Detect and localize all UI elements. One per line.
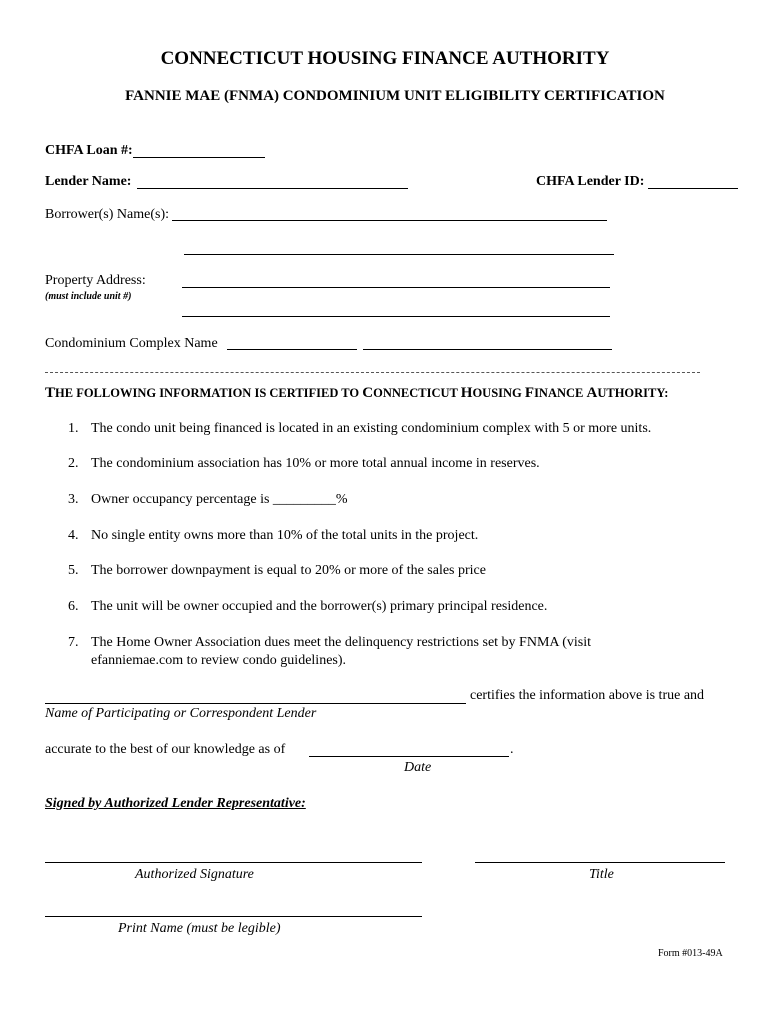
heading-cap-c: C (362, 385, 374, 401)
list-item-continued: efanniemae.com to review condo guidelines). (91, 653, 347, 668)
print-name-caption: Print Name (must be legible) (118, 921, 281, 936)
item-number: 1. (68, 421, 79, 436)
date-field[interactable] (309, 756, 509, 757)
accurate-text: accurate to the best of our knowledge as of (45, 742, 286, 757)
heading-cap-h: H (460, 385, 473, 401)
list-item: No single entity owns more than 10% of the total units in the project. (91, 528, 479, 543)
certification-heading (45, 385, 668, 402)
signature-heading: Signed by Authorized Lender Representative: (45, 796, 306, 811)
lender-name-signature-field[interactable] (45, 703, 466, 704)
signature-caption: Authorized Signature (135, 867, 254, 882)
property-address-field-2[interactable] (182, 316, 610, 317)
heading-part-4: INANCE (534, 386, 587, 400)
heading-part-1: HE FOLLOWING INFORMATION IS CERTIFIED TO (55, 386, 363, 400)
certifies-text: certifies the information above is true and (470, 688, 705, 703)
property-address-label: Property Address: (45, 273, 146, 288)
print-name-field[interactable] (45, 916, 422, 917)
item-number: 2. (68, 456, 79, 471)
lender-id-label: CHFA Lender ID: (536, 174, 645, 189)
list-item: The Home Owner Association dues meet the delinquency restrictions set by FNMA (visit (91, 635, 592, 650)
lender-caption: Name of Participating or Correspondent Lender (45, 706, 317, 721)
item-number: 4. (68, 528, 79, 543)
title-caption: Title (589, 867, 614, 882)
dashed-divider (45, 372, 700, 373)
heading-part-5: UTHORITY: (597, 386, 669, 400)
list-item: The condo unit being financed is located in an existing condominium complex with 5 or more units. (91, 421, 652, 436)
list-item: Owner occupancy percentage is _________% (91, 492, 348, 507)
complex-name-field-2[interactable] (363, 349, 612, 350)
period: . (510, 742, 514, 757)
item-number: 7. (68, 635, 79, 650)
item-number: 3. (68, 492, 79, 507)
complex-name-label: Condominium Complex Name (45, 336, 218, 351)
document-subtitle: FANNIE MAE (FNMA) CONDOMINIUM UNIT ELIGIBILITY CERTIFICATION (125, 88, 665, 104)
borrower-name-label: Borrower(s) Name(s): (45, 207, 170, 222)
item-number: 6. (68, 599, 79, 614)
property-address-note: (must include unit #) (45, 291, 132, 302)
heading-cap-a: A (586, 385, 598, 401)
borrower-name-field[interactable] (172, 220, 607, 221)
authorized-signature-field[interactable] (45, 862, 422, 863)
list-item: The unit will be owner occupied and the borrower(s) primary principal residence. (91, 599, 548, 614)
heading-cap-t: T (45, 385, 56, 401)
list-item: The condominium association has 10% or more total annual income in reserves. (91, 456, 540, 471)
form-number: Form #013-49A (658, 948, 723, 959)
heading-part-2: ONNECTICUT (373, 386, 461, 400)
lender-name-field[interactable] (137, 188, 408, 189)
borrower-name-field-2[interactable] (184, 254, 614, 255)
complex-name-field[interactable] (227, 349, 357, 350)
lender-id-field[interactable] (648, 188, 738, 189)
lender-name-label: Lender Name: (45, 174, 132, 189)
heading-part-3: OUSING (472, 386, 525, 400)
item-number: 5. (68, 563, 79, 578)
loan-number-field[interactable] (133, 157, 265, 158)
heading-cap-f: F (524, 385, 535, 401)
date-caption: Date (404, 760, 432, 775)
list-item: The borrower downpayment is equal to 20% or more of the sales price (91, 563, 486, 578)
document-title: CONNECTICUT HOUSING FINANCE AUTHORITY (160, 48, 610, 69)
loan-number-label: CHFA Loan #: (45, 143, 133, 158)
title-field[interactable] (475, 862, 725, 863)
property-address-field[interactable] (182, 287, 610, 288)
